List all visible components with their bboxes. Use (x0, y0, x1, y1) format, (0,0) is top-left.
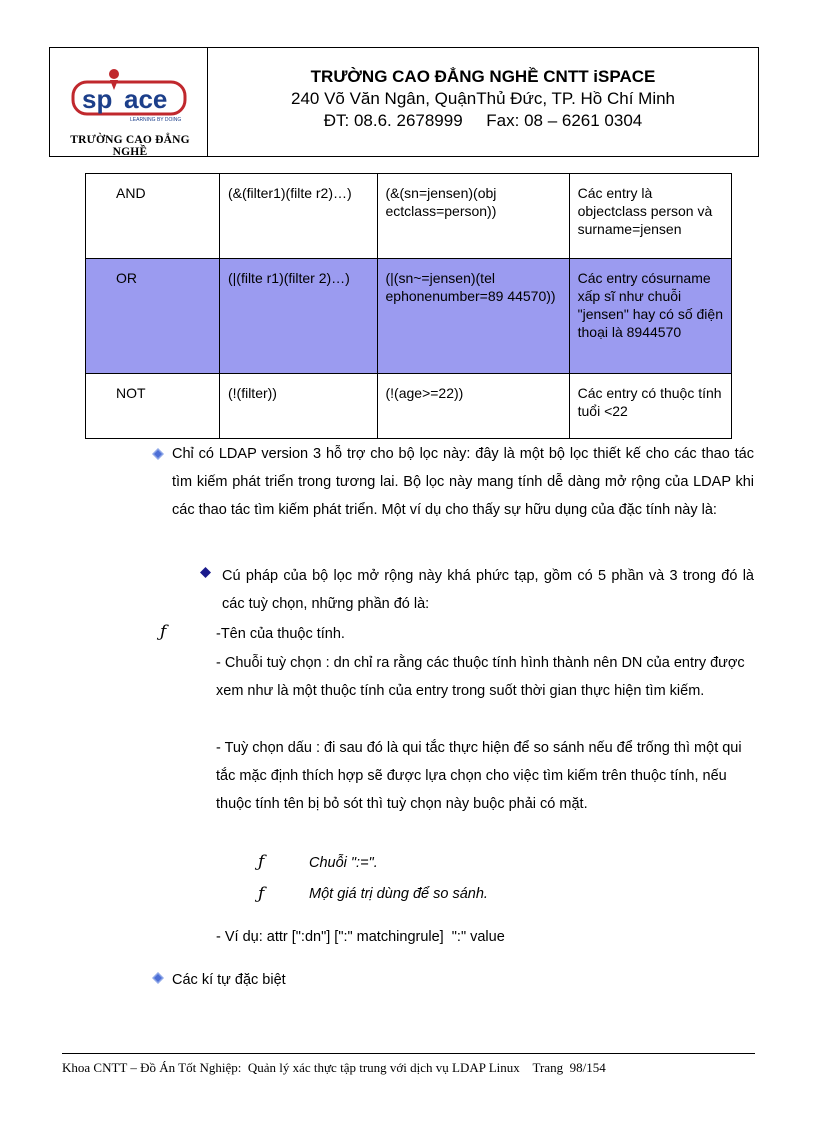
table-cell-syntax: (|(filte r1)(filter 2)…) (219, 259, 377, 374)
f-bullet-icon: ƒ (160, 622, 167, 642)
diamond-bullet-icon (200, 567, 211, 578)
f-bullet-icon: ƒ (258, 852, 265, 872)
table-cell-syntax: (&(filter1)(filte r2)…) (219, 174, 377, 259)
page-footer: Khoa CNTT – Đồ Án Tốt Nghiệp: Quản lý xác thực tập trung với dịch vụ LDAP Linux Trang 98/154 (62, 1060, 606, 1075)
table-cell-syntax: (!(filter)) (219, 374, 377, 439)
paragraph-syntax: Cú pháp của bộ lọc mở rộng này khá phức tạp, gồm có 5 phần và 3 trong đó là các tuỳ chọn, những phần đó là: (222, 568, 754, 612)
ispace-logo-mark (68, 68, 188, 126)
f-bullet-icon: ƒ (258, 884, 265, 904)
table-cell-example: (|(sn~=jensen)(tel ephonenumber=89 44570)) (377, 259, 569, 374)
school-info (208, 66, 758, 132)
example-syntax: - Ví dụ: attr [":dn"] [":" matchingrule] ":" value (216, 929, 505, 945)
blue-diamond-bullet-icon (152, 448, 164, 460)
page-header (49, 47, 759, 157)
svg-text:sp: sp (82, 84, 113, 114)
item-attribute-name: -Tên của thuộc tính. (216, 626, 345, 642)
item-string-option: - Chuỗi tuỳ chọn : dn chỉ ra rằng các thuộc tính hình thành nên DN của entry được xem như là một thuộc tính của entry trong suốt thời gian thực hiện tìm kiếm. (216, 655, 745, 699)
school-logo (50, 48, 208, 156)
table-cell-operator: NOT (86, 374, 220, 439)
logo-caption: TRƯỜNG CAO ĐẲNG NGHỀ (70, 134, 190, 158)
table-cell-operator: OR (86, 259, 220, 374)
table-cell-description: Các entry là objectclass person và surname=jensen (569, 174, 731, 259)
blue-diamond-bullet-icon (152, 972, 164, 984)
table-cell-description: Các entry có thuộc tính tuổi <22 (569, 374, 731, 439)
sub-item-value: Một giá trị dùng để so sánh. (309, 886, 488, 902)
svg-text:ace: ace (124, 84, 168, 114)
table-cell-description: Các entry cósurname xấp sĩ như chuỗi "jensen" hay có số điện thoại là 8944570 (569, 259, 731, 374)
table-row-highlighted (86, 259, 732, 374)
table-row (86, 174, 732, 259)
school-contact: ĐT: 08.6. 2678999 Fax: 08 – 6261 0304 (323, 111, 643, 130)
svg-text:LEARNING BY DOING: LEARNING BY DOING (130, 117, 182, 123)
school-address: 240 Võ Văn Ngân, QuậnThủ Đức, TP. Hồ Chí Minh (290, 89, 676, 108)
footer-divider (62, 1053, 755, 1054)
item-colon-option: - Tuỳ chọn dấu : đi sau đó là qui tắc thực hiện để so sánh nếu để trống thì một qui tắc mặc định thích hợp sẽ được lựa chọn cho việc tìm kiếm trên thuộc tính, nếu thuộc tính tên bị bỏ sót thì tuỳ chọn này buộc phải có mặt. (216, 740, 742, 812)
table-row (86, 374, 732, 439)
sub-item-string: Chuỗi ":=". (309, 855, 378, 871)
filter-operators-table (85, 173, 732, 439)
paragraph-special-chars: Các kí tự đặc biệt (172, 972, 286, 988)
paragraph-ldap-v3: Chỉ có LDAP version 3 hỗ trợ cho bộ lọc này: đây là một bộ lọc thiết kế cho các thao tác tìm kiếm phát triển trong tương lai. Bộ lọc này mang tính dễ dàng mở rộng của LDAP khi các thao tác tìm kiếm phát triển. Một ví dụ cho thấy sự hữu dụng của đặc tính này là: (172, 446, 754, 518)
table-cell-example: (&(sn=jensen)(obj ectclass=person)) (377, 174, 569, 259)
table-cell-example: (!(age>=22)) (377, 374, 569, 439)
school-name: TRƯỜNG CAO ĐẲNG NGHỀ CNTT iSPACE (310, 67, 656, 86)
table-cell-operator: AND (86, 174, 220, 259)
